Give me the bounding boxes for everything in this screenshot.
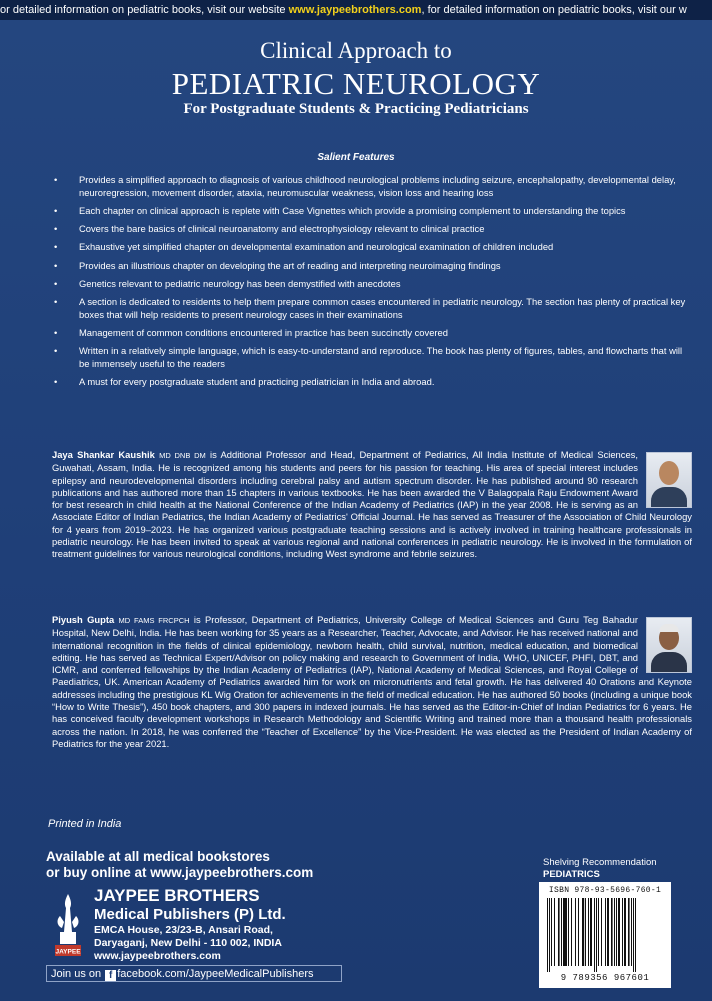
author-photo <box>646 452 692 508</box>
printed-in-label: Printed in India <box>48 818 122 830</box>
feature-item <box>52 205 692 218</box>
top-banner <box>0 0 712 20</box>
bullet-icon: • <box>54 376 58 388</box>
feature-item <box>52 223 692 236</box>
author-degrees: MD FAMS FRCPCH <box>118 616 190 625</box>
book-title-main: PEDIATRIC NEUROLOGY <box>171 66 541 101</box>
barcode-bar <box>596 898 597 972</box>
isbn-number: ISBN 978-93-5696-760-1 <box>548 886 662 895</box>
feature-text: Genetics relevant to pediatric neurology has been demystified with anecdotes <box>79 278 401 289</box>
publisher-block <box>94 886 286 963</box>
bullet-icon: • <box>54 241 58 253</box>
bullet-icon: • <box>54 278 58 289</box>
barcode-bar <box>585 898 586 966</box>
bullet-icon: • <box>54 327 58 339</box>
feature-text: A must for every postgraduate student and practicing pediatrician in India and abroad. <box>79 376 435 388</box>
barcode-bar <box>590 898 592 966</box>
feature-text: Exhaustive yet simplified chapter on developmental examination and neurological examination of children included <box>79 241 554 253</box>
barcode-bar <box>571 898 572 966</box>
barcode-bar <box>601 898 602 966</box>
publisher-address-line2: Daryaganj, New Delhi - 110 002, INDIA <box>94 937 282 949</box>
barcode-bar <box>565 898 567 966</box>
feature-text: Covers the bare basics of clinical neuroanatomy and electrophysiology relevant to clinical practice <box>79 223 485 235</box>
barcode-bar <box>618 898 620 966</box>
shelving-category: PEDIATRICS <box>543 869 600 880</box>
publisher-logo-text: JAYPEE <box>55 948 81 956</box>
publisher-name: JAYPEE BROTHERS <box>94 886 260 905</box>
barcode-bar <box>605 898 606 966</box>
barcode-bar <box>616 898 617 966</box>
feature-text: Provides an illustrious chapter on developing the art of reading and interpreting neuroimaging findings <box>79 259 501 271</box>
book-title-line1: Clinical Approach to <box>260 38 452 63</box>
barcode-bar <box>568 898 569 966</box>
social-prefix: Join us on <box>51 968 102 980</box>
barcode-bar <box>594 898 595 972</box>
publisher-logo-icon <box>54 892 82 958</box>
author-name: Jaya Shankar Kaushik <box>52 449 155 460</box>
barcode-bar <box>635 898 636 972</box>
author-name: Piyush Gupta <box>52 614 115 625</box>
barcode-bar <box>563 898 565 966</box>
author-bio-text: is Additional Professor and Head, Department of Pediatrics, All India Institute of Medical Sciences, Guwahati, Assam, India. He is recognized among his students and peers for his passion for teaching. His area of special interest includes epilepsy and neurodevelopmental disorders including cerebral palsy and autism spectrum disorder. He has published around 90 research publications and has authored more than 15 chapters in various textbooks. He has been awarded the V Balagopala Raju Endowment Award for best research in child health at the National Conference of the Indian Academy of Pediatrics (IAP) in the year 2008. He is serving as an Associate Editor of Indian Pediatrics, the Indian Academy of Pediatrics' Official Journal. He has served as Treasurer of the Association of Child Neurology for 4 years from 2019–2023. He has organized various postgraduate teaching sessions and is actively involved in training healthcare professionals in pediatric neurology. He has been invited to speak at various regional and national conferences in pediatric neurology. He is involved in the formulation of treatment guidelines for various neurological conditions, including West syndrome and febrile seizures. <box>52 449 692 560</box>
bullet-icon: • <box>54 259 58 271</box>
availability-line2: or buy online at www.jaypeebrothers.com <box>46 865 314 880</box>
book-subtitle: For Postgraduate Students & Practicing Pediatricians <box>183 101 529 117</box>
feature-text: Written in a relatively simple language, which is easy-to-understand and reproduce. The book has plenty of figures, tables, and flowcharts that will be immensely useful to the readers <box>79 345 683 370</box>
barcode-bar <box>611 898 613 966</box>
bullet-icon: • <box>54 174 58 185</box>
author-bio-gupta <box>52 614 692 750</box>
barcode-bar <box>633 898 634 972</box>
barcode-bar <box>561 898 562 966</box>
feature-item <box>52 241 692 254</box>
availability-info <box>46 849 313 881</box>
barcode-bar <box>575 898 576 966</box>
salient-features-list <box>52 174 692 395</box>
feature-text: A section is dedicated to residents to help them prepare common cases encountered in pediatric neurology. The section has plenty of practical key boxes that will help residents to present neurology cases in their examinations <box>79 296 686 320</box>
barcode-bar <box>631 898 632 966</box>
bullet-icon: • <box>54 345 58 357</box>
barcode-bars <box>545 898 665 972</box>
barcode-bar <box>588 898 589 966</box>
barcode-bar <box>578 898 579 966</box>
author-bio-text: is Professor, Department of Pediatrics, University College of Medical Sciences and Guru Teg Bahadur Hospital, New Delhi, India. He has been working for 35 years as a Researcher, Teacher, Advocate, and Advisor. He has received national and international recognition in the fields of clinical epidemiology, newborn health, child survival, nutrition, medical education, and biomedical editing. He has served as Technical Expert/Advisor on policy making and research to Government of India, WHO, UNICEF, PHFI, DBT, and ICMR, and conferred fellowships by the Indian Academy of Pediatrics (IAP), National Academy of Medical Sciences, and Royal College of Paediatrics, UK. American Academy of Pediatrics awarded him for work on micronutrients and fetal growth. He has delivered 40 Orations and Keynote addresses including the prestigious KL Wig Oration for achievements in the field of medical education. He has authored 50 books (including a unique book “How to Write Thesis”), 450 book chapters, and 300 papers in indexed journals. He has served as the Editor-in-Chief of Indian Pediatrics for 6 years. He has conceived faculty development workshops in Research Methodology and Scientific Writing and trained more than a thousand health professionals across the nation. In 2018, he was conferred the “Teacher of Excellence” by the Vice-President. He was elected as the President of Indian Academy of Pediatrics for the year 2021. <box>52 614 692 749</box>
barcode-bar <box>628 898 630 966</box>
feature-item <box>52 278 692 291</box>
feature-item <box>52 327 692 340</box>
barcode-bar <box>598 898 599 966</box>
banner-text-before: or detailed information on pediatric books, visit our website <box>0 4 289 16</box>
barcode-bar <box>554 898 555 966</box>
barcode-bar <box>622 898 623 966</box>
barcode-bar <box>551 898 552 966</box>
barcode-bar <box>624 898 626 966</box>
banner-url-link[interactable]: www.jaypeebrothers.com <box>288 4 422 16</box>
social-join-box[interactable] <box>46 965 342 982</box>
feature-text: Each chapter on clinical approach is replete with Case Vignettes which provide a promising complement to understanding the topics <box>79 204 626 216</box>
publisher-name-line2: Medical Publishers (P) Ltd. <box>94 906 286 923</box>
publisher-address-line1: EMCA House, 23/23-B, Ansari Road, <box>94 924 273 936</box>
barcode-bar <box>547 898 548 972</box>
feature-item <box>52 345 692 370</box>
shelving-recommendation <box>543 857 657 881</box>
availability-line1: Available at all medical bookstores <box>46 849 270 864</box>
author-photo <box>646 617 692 673</box>
author-bio-kaushik <box>52 449 692 561</box>
author-degrees: MD DNB DM <box>159 451 206 460</box>
salient-features-heading: Salient Features <box>317 152 395 163</box>
isbn-barcode <box>539 882 671 988</box>
bullet-icon: • <box>54 204 58 216</box>
facebook-link[interactable]: facebook.com/JaypeeMedicalPublishers <box>117 968 314 980</box>
feature-item <box>52 296 692 321</box>
barcode-bar <box>549 898 550 972</box>
barcode-bar <box>607 898 609 966</box>
feature-text: Provides a simplified approach to diagnosis of various childhood neurological problems including seizure, encephalopathy, developmental delay, neuroregression, movement disorder, ataxia, neuromuscular weakness, vision loss and hearing loss <box>79 174 676 198</box>
feature-item <box>52 174 692 199</box>
banner-text-after: , for detailed information on pediatric books, visit our w <box>421 4 687 16</box>
shelving-label: Shelving Recommendation <box>543 857 657 868</box>
bullet-icon: • <box>54 296 58 308</box>
barcode-digits: 9 789356 967601 <box>560 973 650 983</box>
barcode-bar <box>614 898 615 966</box>
facebook-icon: f <box>105 970 116 981</box>
feature-item <box>52 260 692 273</box>
barcode-bar <box>582 898 584 966</box>
feature-item <box>52 376 692 389</box>
bullet-icon: • <box>54 223 58 235</box>
barcode-bar <box>558 898 560 966</box>
publisher-website-link[interactable]: www.jaypeebrothers.com <box>94 950 221 962</box>
feature-text: Management of common conditions encountered in practice has been succinctly covered <box>79 327 448 339</box>
